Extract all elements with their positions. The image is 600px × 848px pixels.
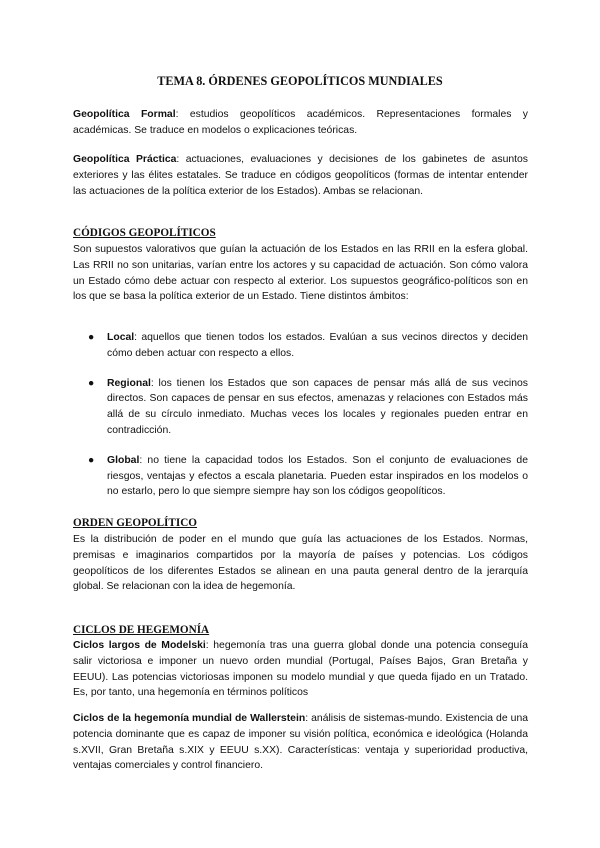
bullet-icon: ● [88,454,95,466]
ambitos-list [73,330,528,500]
list-item-regional [73,376,528,439]
page-title: TEMA 8. ÓRDENES GEOPOLÍTICOS MUNDIALES [157,74,443,88]
term-geopolitica-practica: Geopolítica Práctica [73,154,177,165]
orden-heading: ORDEN GEOPOLÍTICO [73,517,198,529]
bullet-icon: ● [88,377,95,389]
codigos-paragraph: Son supuestos valorativos que guían la actuación de los Estados en las RRII en la esfera global. Las RRII no son unitarias, varían entre los actores y su capacidad de actuación. Son cómo valora un Estado cómo debe actuar con respecto al exterior. Los supuestos geográfico-políticos son en los que se basa la política exterior de un Estado. Tiene distintos ámbitos: [73,244,528,303]
orden-paragraph: Es la distribución de poder en el mundo que guía las actuaciones de los Estados. Normas, premisas e imaginarios compartidos por la mayoría de países y potencias. Los códigos geopolíticos de los diferentes Estados se alinean en una pauta general dentro de la jerarquía global. Se relacionan con la idea de hegemonía. [73,534,528,593]
global-text: : no tiene la capacidad todos los Estados. Son el conjunto de evaluaciones de riesgos, ventajas y efectos a escala planetaria. Pueden estar inspirados en los modelos o no estarlo, pero lo que siempre siempre hay son los códigos geopolíticos. [107,454,528,498]
geopolitica-formal-text: : estudios geopolíticos académicos. Representaciones formales y académicas. Se traduce en modelos o explicaciones teóricas. [73,109,528,136]
local-text: : aquellos que tienen todos los estados. Evalúan a sus vecinos directos y deciden cómo deben actuar con respecto a ellos. [107,332,528,359]
geopolitica-practica-paragraph [73,152,528,199]
wallerstein-text: : análisis de sistemas-mundo. Existencia de una potencia dominante que es capaz de imponer su visión política, económica e ideológica (Holanda s.XVII, Gran Bretaña s.XIX y EEUU s.XX). Características: ventaja y superioridad productiva, ventajas comerciales y control financiero. [73,713,528,772]
term-regional: Regional [107,377,151,389]
term-wallerstein: Ciclos de la hegemonía mundial de Wallerstein [73,713,306,724]
ciclos-heading: CICLOS DE HEGEMONÍA [73,624,210,636]
modelski-paragraph [73,638,528,701]
codigos-heading: CÓDIGOS GEOPOLÍTICOS [73,227,216,239]
term-global: Global [107,454,140,466]
term-geopolitica-formal: Geopolítica Formal [73,109,176,120]
bullet-icon: ● [88,332,95,343]
regional-text: : los tienen los Estados que son capaces de pensar más allá de sus vecinos directos. Son capaces de pensar en sus efectos, amenazas y relaciones con Estados más allá de su círculo inmediato. Muchas veces los locales y regionales pueden entrar en contradicción. [107,377,528,436]
modelski-text: : hegemonía tras una guerra global donde una potencia conseguía salir victoriosa e imponer un nuevo orden mundial (Portugal, Países Bajos, Gran Bretaña y EEUU). Las potencias victoriosas imponen su modelo mundial y que queda fijado en un Tratado. Es, por tanto, una hegemonía en términos políticos [73,640,528,699]
term-local: Local [107,332,135,343]
geopolitica-formal-paragraph [73,107,528,139]
list-item-local [73,330,528,362]
geopolitica-practica-text: : actuaciones, evaluaciones y decisiones de los gabinetes de asuntos exteriores y las élites estatales. Se traduce en códigos geopolíticos (formas de intentar entender las actuaciones de la política exterior de los Estados). Ambas se relacionan. [73,154,529,197]
list-item-global [73,453,528,500]
wallerstein-paragraph [73,711,528,774]
term-modelski: Ciclos largos de Modelski [73,640,206,651]
